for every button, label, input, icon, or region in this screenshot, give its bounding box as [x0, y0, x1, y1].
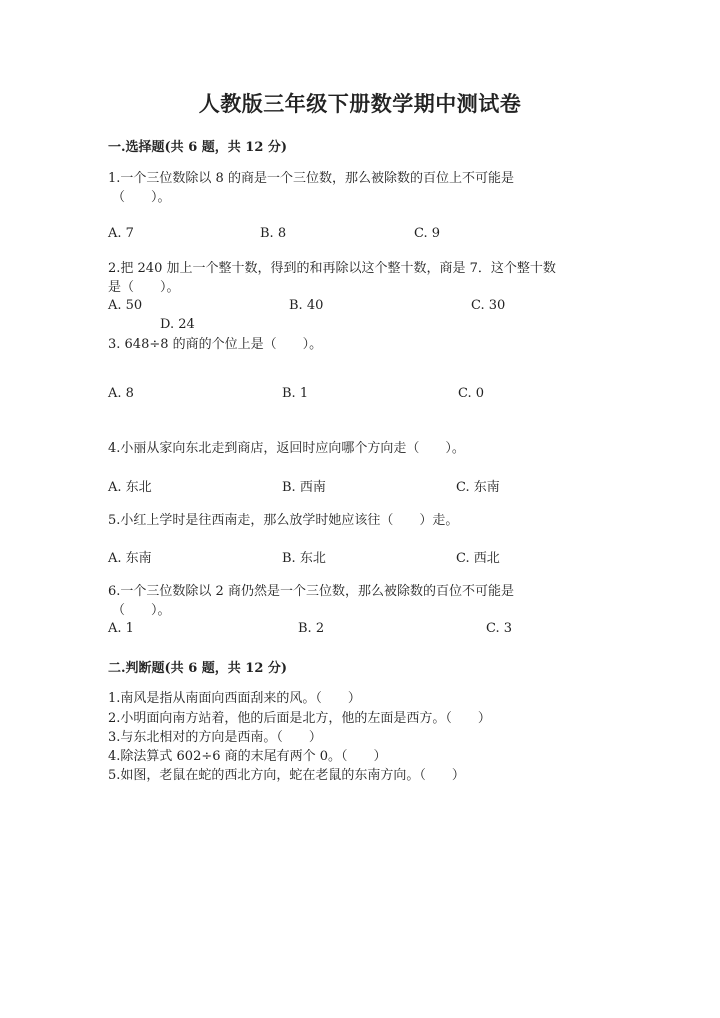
option-d: D. 24 — [160, 317, 195, 332]
option-a: A. 东南 — [108, 551, 152, 566]
question-text: （ ）。 — [112, 603, 171, 618]
page-title: 人教版三年级下册数学期中测试卷 — [198, 91, 522, 116]
option-b: B. 西南 — [282, 480, 326, 495]
option-b: B. 东北 — [282, 551, 326, 566]
question-text: 4.小丽从家向东北走到商店，返回时应向哪个方向走（ ）。 — [108, 441, 465, 456]
judgment-item: 2.小明面向南方站着，他的后面是北方，他的左面是西方。（ ） — [108, 711, 491, 726]
question-text: 1.一个三位数除以 8 的商是一个三位数，那么被除数的百位上不可能是 — [108, 171, 514, 186]
option-a: A. 1 — [108, 621, 134, 636]
option-c: C. 3 — [486, 621, 513, 636]
judgment-item: 3.与东北相对的方向是西南。（ ） — [108, 730, 322, 745]
section-heading-choice: 一.选择题(共 6 题，共 12 分) — [108, 140, 288, 155]
option-b: B. 40 — [289, 298, 324, 313]
section-heading-judgment: 二.判断题(共 6 题，共 12 分) — [108, 661, 288, 676]
option-b: B. 8 — [260, 226, 287, 241]
option-c: C. 30 — [471, 298, 506, 313]
option-b: B. 2 — [298, 621, 325, 636]
option-c: C. 0 — [458, 386, 485, 401]
option-a: A. 东北 — [108, 480, 152, 495]
option-c: C. 东南 — [456, 480, 500, 495]
option-a: A. 7 — [108, 226, 134, 241]
option-c: C. 9 — [414, 226, 441, 241]
question-text: 2.把 240 加上一个整十数，得到的和再除以这个整十数，商是 7．这个整十数 — [108, 261, 556, 276]
question-text: 3. 648÷8 的商的个位上是（ ）。 — [108, 337, 323, 352]
option-b: B. 1 — [282, 386, 309, 401]
question-text: 6.一个三位数除以 2 商仍然是一个三位数，那么被除数的百位不可能是 — [108, 584, 514, 599]
question-text: 5.小红上学时是往西南走，那么放学时她应该往（ ）走。 — [108, 513, 459, 528]
judgment-item: 5.如图，老鼠在蛇的西北方向，蛇在老鼠的东南方向。（ ） — [108, 768, 465, 783]
option-c: C. 西北 — [456, 551, 500, 566]
option-a: A. 50 — [108, 298, 143, 313]
question-text: 是（ ）。 — [108, 280, 180, 295]
question-text: （ ）。 — [112, 190, 171, 205]
judgment-item: 1.南风是指从南面向西面刮来的风。（ ） — [108, 691, 361, 706]
judgment-item: 4.除法算式 602÷6 商的末尾有两个 0。（ ） — [108, 749, 387, 764]
option-a: A. 8 — [108, 386, 134, 401]
